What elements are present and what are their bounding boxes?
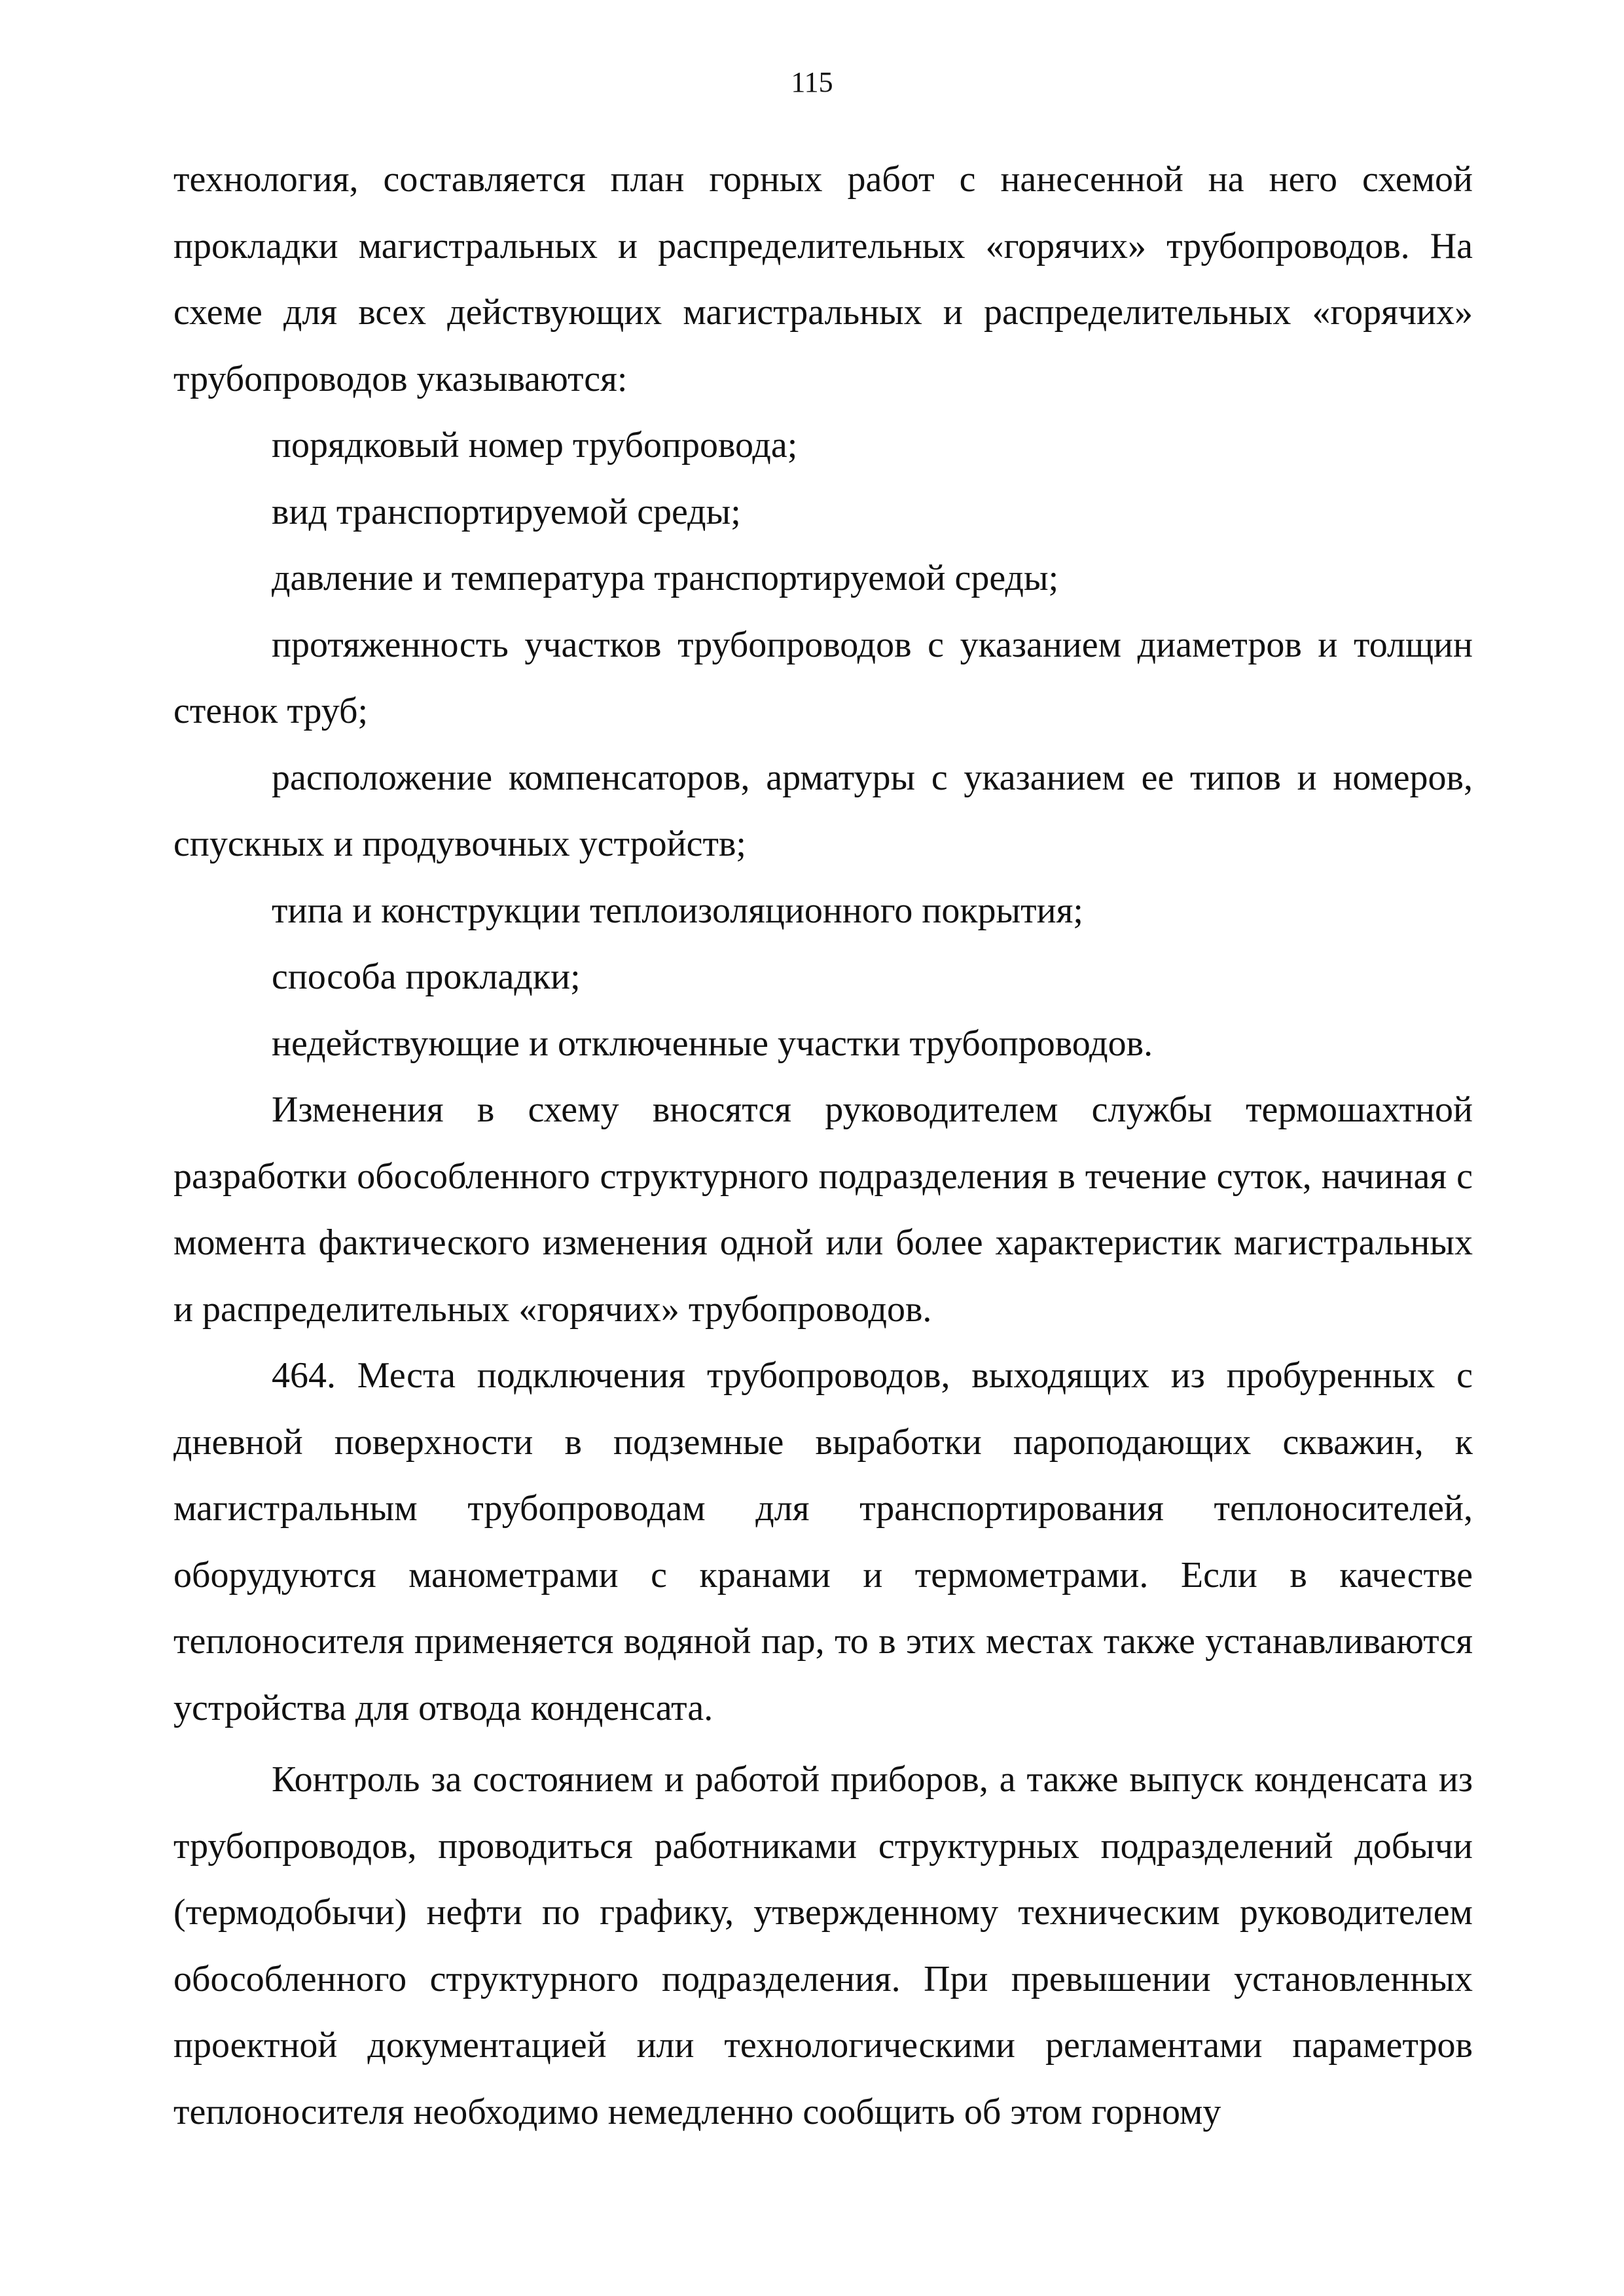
paragraph-monitoring: Контроль за состоянием и работой приборов, а также выпуск конденсата из трубопроводов, проводиться работниками структурных подразделений добычи (термодобычи) нефти по графику, утвержденному техническим руководителем обособленного структурного подразделения. При превышении установленных проектной документацией или технологическими регламентами параметров теплоносителя необходимо немедленно сообщить об этом горному	[173, 1759, 1473, 2132]
list-item-inactive-sections: недействующие и отключенные участки трубопроводов.	[272, 1023, 1153, 1064]
list-item-insulation-type: типа и конструкции теплоизоляционного покрытия;	[272, 890, 1083, 931]
list-item-sequence-number: порядковый номер трубопровода;	[272, 425, 798, 465]
list-item-section-length: протяженность участков трубопроводов с указанием диаметров и толщин стенок труб;	[173, 624, 1473, 731]
list-item-medium-type: вид транспортируемой среды;	[272, 491, 741, 532]
list-item-compensators-location: расположение компенсаторов, арматуры с указанием ее типов и номеров, спускных и продувочных устройств;	[173, 757, 1473, 864]
list-item-pressure-temperature: давление и температура транспортируемой среды;	[272, 558, 1059, 598]
paragraph-scheme-changes: Изменения в схему вносятся руководителем службы термошахтной разработки обособленного структурного подразделения в течение суток, начиная с момента фактического изменения одной или более характеристик магистральных и распределительных «горячих» трубопроводов.	[173, 1089, 1473, 1330]
paragraph-intro: технология, составляется план горных работ с нанесенной на него схемой прокладки магистральных и распределительных «горячих» трубопроводов. На схеме для всех действующих магистральных и распределительных «горячих» трубопроводов указываются:	[173, 159, 1473, 399]
paragraph-clause-464: 464. Места подключения трубопроводов, выходящих из пробуренных с дневной поверхности в подземные выработки пароподающих скважин, к магистральным трубопроводам для транспортирования теплоносителей, оборудуются манометрами с кранами и термометрами. Если в качестве теплоносителя применяется водяной пар, то в этих местах также устанавливаются устройства для отвода конденсата.	[173, 1355, 1473, 1728]
page-number: 115	[791, 66, 833, 98]
list-item-laying-method: способа прокладки;	[272, 957, 581, 997]
document-body	[173, 147, 1473, 2145]
